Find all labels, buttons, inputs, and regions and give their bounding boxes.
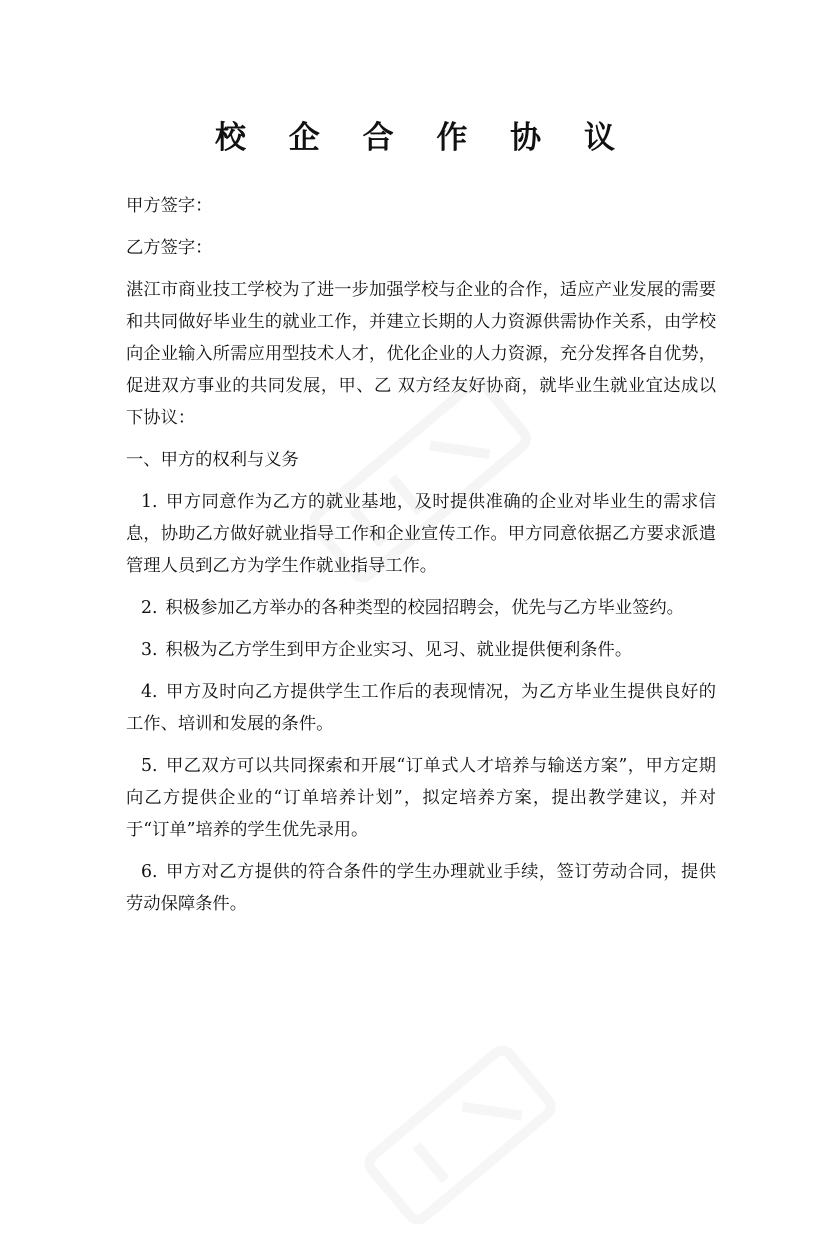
list-item	[126, 486, 716, 582]
list-item-text: 积极为乙方学生到甲方企业实习、见习、就业提供便利条件。	[165, 640, 633, 660]
list-item	[126, 856, 716, 920]
list-item	[126, 592, 716, 624]
section-heading: 一、甲方的权利与义务	[126, 450, 299, 470]
list-item	[126, 634, 716, 666]
list-item-text: 甲方及时向乙方提供学生工作后的表现情况，为乙方毕业生提供良好的工作、培训和发展的条件。	[126, 682, 716, 734]
list-item-text: 积极参加乙方举办的各种类型的校园招聘会，优先与乙方毕业签约。	[165, 598, 684, 618]
list-item-number: 2.	[141, 598, 158, 618]
list-item-number: 1.	[141, 492, 158, 512]
intro-paragraph: 湛江市商业技工学校为了进一步加强学校与企业的合作，适应产业发展的需要和共同做好毕业生的就业工作，并建立长期的人力资源供需协作关系，由学校向企业输入所需应用型技术人才，优化企业的人力资源，充分发挥各自优势，促进双方事业的共同发展，甲、乙 双方经友好协商，就毕业生就业宜达成以下协议：	[126, 280, 716, 428]
document-body	[126, 190, 716, 930]
list-item	[126, 750, 716, 846]
list-item-text: 甲方同意作为乙方的就业基地，及时提供准确的企业对毕业生的需求信息，协助乙方做好就业指导工作和企业宣传工作。甲方同意依据乙方要求派遣管理人员到乙方为学生作就业指导工作。	[126, 492, 716, 576]
list-item-text: 甲方对乙方提供的符合条件的学生办理就业手续，签订劳动合同，提供劳动保障条件。	[126, 862, 716, 914]
document-title: 校 企 合 作 协 议	[215, 120, 631, 156]
list-item-number: 5.	[141, 756, 158, 776]
party-b-signature-label: 乙方签字：	[126, 238, 213, 258]
list-item-number: 3.	[141, 640, 158, 660]
list-item-number: 6.	[141, 862, 158, 882]
party-a-signature-label: 甲方签字：	[126, 196, 213, 216]
list-item-text: 甲乙双方可以共同探索和开展“订单式人才培养与输送方案”，甲方定期向乙方提供企业的“订单培养计划”，拟定培养方案，提出教学建议，并对于“订单”培养的学生优先录用。	[126, 756, 716, 840]
list-item-number: 4.	[141, 682, 158, 702]
list-item	[126, 676, 716, 740]
watermark-logo-bottom	[348, 1029, 572, 1241]
